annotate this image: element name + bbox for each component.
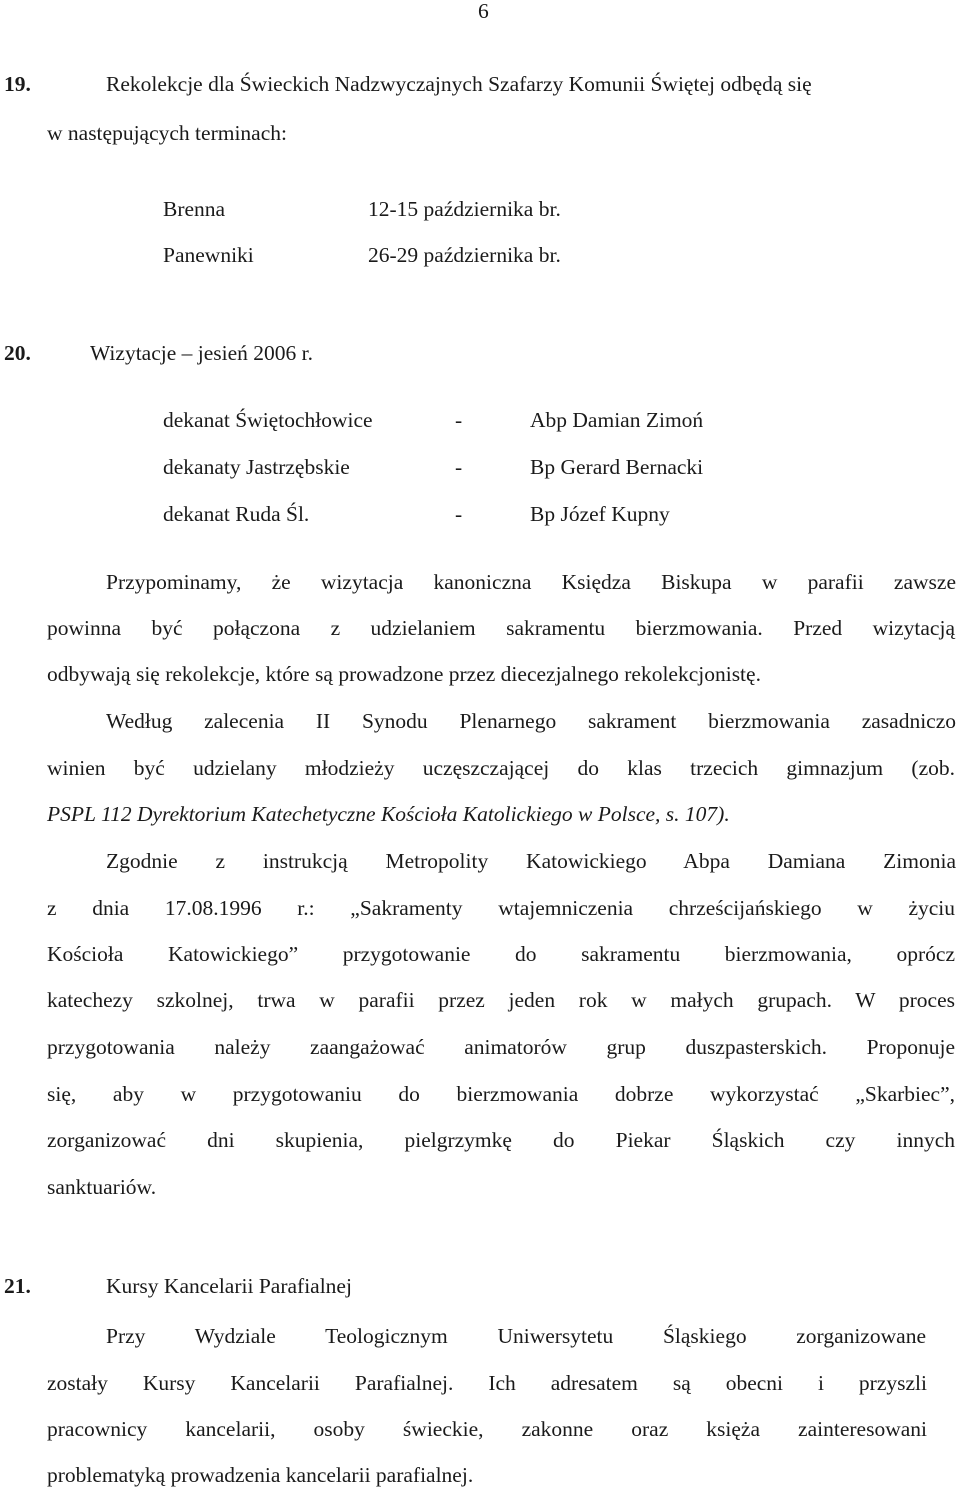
visit-row	[0, 502, 960, 530]
visit-bishop: Bp Józef Kupny	[530, 502, 670, 526]
schedule-dates: 12-15 października br.	[368, 197, 561, 221]
paragraph-line: się, aby w przygotowaniu do bierzmowania dobrze wykorzystać „Skarbiec”,	[47, 1082, 955, 1106]
section-19-title-continued: w następujących terminach:	[47, 121, 287, 145]
visit-row	[0, 455, 960, 483]
paragraph-line: Przypominamy, że wizytacja kanoniczna Księdza Biskupa w parafii zawsze	[106, 570, 956, 594]
visit-row	[0, 408, 960, 436]
visit-bishop: Bp Gerard Bernacki	[530, 455, 704, 479]
paragraph-line: winien być udzielany młodzieży uczęszczającej do klas trzecich gimnazjum (zob.	[47, 756, 955, 780]
paragraph-line-italic	[47, 802, 730, 827]
paragraph-line: Kościoła Katowickiego” przygotowanie do sakramentu bierzmowania, oprócz	[47, 942, 955, 966]
schedule-row	[0, 197, 960, 225]
visit-bishop: Abp Damian Zimoń	[530, 408, 704, 432]
paragraph-line: katechezy szkolnej, trwa w parafii przez jeden rok w małych grupach. W proces	[47, 988, 955, 1012]
paragraph-line: sanktuariów.	[47, 1175, 157, 1199]
page-number: 6	[478, 0, 489, 23]
section-20-number: 20.	[4, 341, 31, 365]
schedule-dates: 26-29 października br.	[368, 243, 561, 267]
visit-dash: -	[455, 502, 463, 526]
visit-deanery: dekanaty Jastrzębskie	[163, 455, 350, 479]
citation-text: PSPL 112 Dyrektorium Katechetyczne Kościoła Katolickiego w Polsce, s. 107).	[47, 802, 730, 826]
visit-deanery: dekanat Świętochłowice	[163, 408, 373, 432]
schedule-place: Brenna	[163, 197, 226, 221]
paragraph-line: problematyką prowadzenia kancelarii parafialnej.	[47, 1463, 474, 1487]
section-19-number: 19.	[4, 72, 31, 96]
paragraph-line: Zgodnie z instrukcją Metropolity Katowickiego Abpa Damiana Zimonia	[106, 849, 956, 873]
section-19-title: Rekolekcje dla Świeckich Nadzwyczajnych Szafarzy Komunii Świętej odbędą się	[106, 72, 812, 96]
visit-deanery: dekanat Ruda Śl.	[163, 502, 310, 526]
section-21-number: 21.	[4, 1274, 31, 1298]
paragraph-line: Według zalecenia II Synodu Plenarnego sakrament bierzmowania zasadniczo	[106, 709, 956, 733]
visit-dash: -	[455, 455, 463, 479]
schedule-place: Panewniki	[163, 243, 254, 267]
paragraph-line: przygotowania należy zaangażować animatorów grup duszpasterskich. Proponuje	[47, 1035, 955, 1059]
paragraph-line: z dnia 17.08.1996 r.: „Sakramenty wtajemniczenia chrześcijańskiego w życiu	[47, 896, 955, 920]
paragraph-line: powinna być połączona z udzielaniem sakramentu bierzmowania. Przed wizytacją	[47, 616, 955, 640]
visit-dash: -	[455, 408, 463, 432]
section-20-title: Wizytacje – jesień 2006 r.	[90, 341, 314, 365]
paragraph-line: zorganizować dni skupienia, pielgrzymkę do Piekar Śląskich czy innych	[47, 1128, 955, 1152]
schedule-row	[0, 243, 960, 271]
paragraph-line: zostały Kursy Kancelarii Parafialnej. Ich adresatem są obecni i przyszli	[47, 1371, 927, 1395]
paragraph-line: pracownicy kancelarii, osoby świeckie, zakonne oraz księża zainteresowani	[47, 1417, 927, 1441]
paragraph-line: odbywają się rekolekcje, które są prowadzone przez diecezjalnego rekolekcjonistę.	[47, 662, 761, 686]
paragraph-line: Przy Wydziale Teologicznym Uniwersytetu Śląskiego zorganizowane	[106, 1324, 926, 1348]
section-21-title: Kursy Kancelarii Parafialnej	[106, 1274, 352, 1298]
